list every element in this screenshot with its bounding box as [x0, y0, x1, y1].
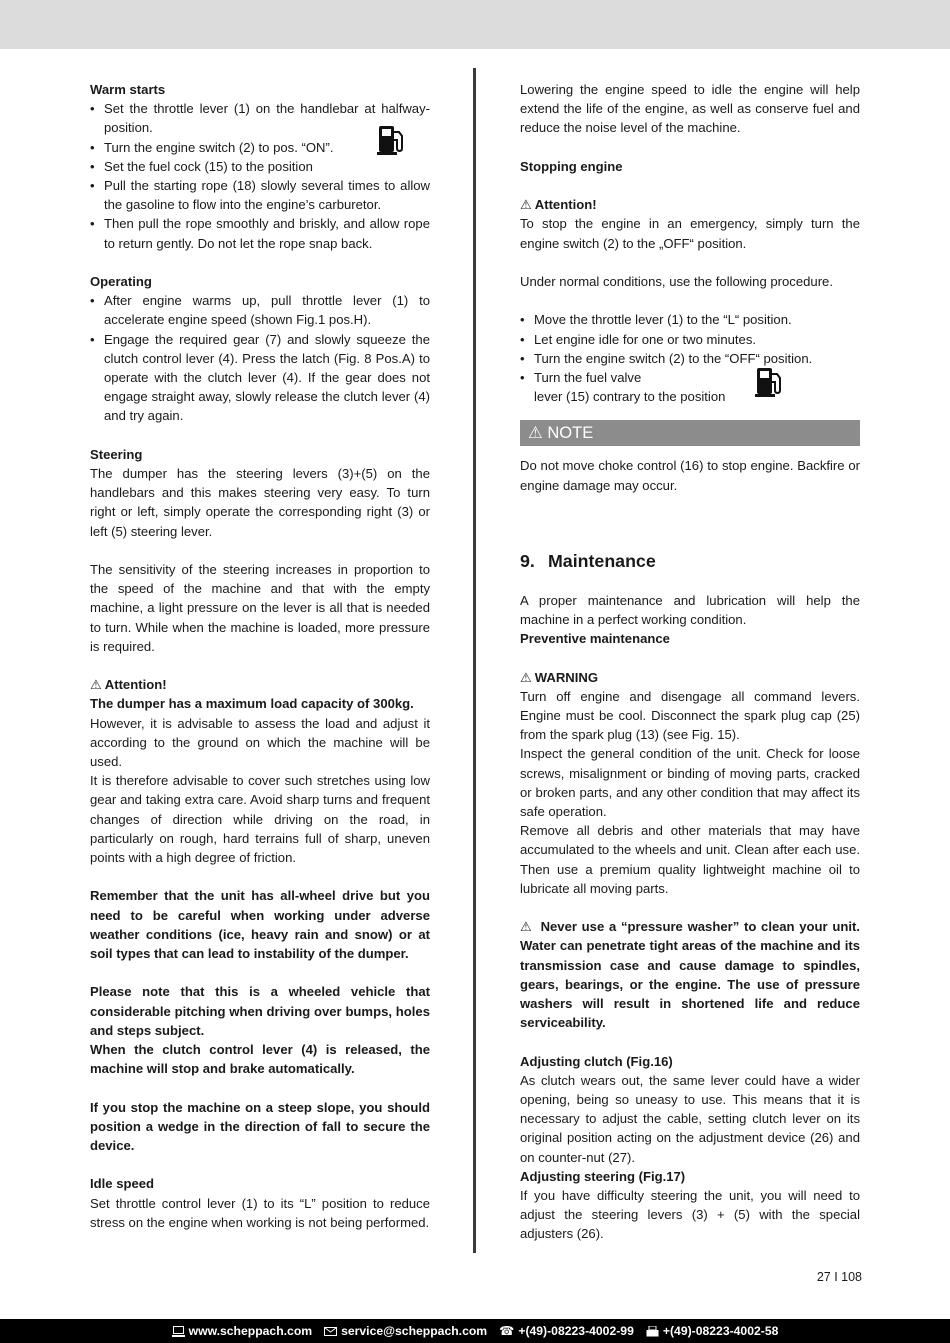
fuel-pump-icon [754, 364, 784, 400]
idle-speed-heading: Idle speed [90, 1176, 155, 1192]
left-column [90, 80, 430, 1232]
right-column [520, 80, 860, 1244]
warning-triangle-icon: ⚠ [520, 669, 532, 685]
list-item: • Pull the starting rope (18) slowly several times to allow the gasoline to flow into the engine’s carburetor. [90, 176, 430, 214]
list-item: • Move the throttle lever (1) to the “L“ position. [520, 310, 860, 329]
adjusting-clutch-paragraph: As clutch wears out, the same lever could have a wider opening, being so uneasy to use. This means that it is necessary to adjust the cable, setting clutch lever on its original position acting on the adjustment device (26) and on counter-nut (27). [520, 1072, 860, 1165]
adjusting-steering-paragraph: If you have difficulty steering the unit, you will need to adjust the steering levers (3) + (5) with the special adjusters (26). [520, 1188, 860, 1242]
adjusting-steering-heading: Adjusting steering (Fig.17) [520, 1168, 686, 1184]
attention-heading: ⚠ Attention! [90, 677, 167, 693]
list-item: • Turn the engine switch (2) to the “OFF“ position. [520, 349, 860, 368]
footer-phone[interactable]: ☎ +(49)-08223-4002-99 [499, 1324, 634, 1338]
debris-paragraph: Remove all debris and other materials that may have accumulated to the wheels and unit. Clean after each use. Then use a premium quality lightweight machine oil to lubricate all moving parts. [520, 823, 860, 896]
attention-heading-right: ⚠ Attention! [520, 197, 597, 213]
pitching-warning: Please note that this is a wheeled vehicle that considerable pitching when driving over bumps, holes and steps subject. [90, 984, 430, 1038]
warm-starts-heading: Warm starts [90, 82, 166, 97]
list-item-text: Turn the engine switch (2) to pos. “ON”. [104, 139, 334, 155]
lowering-speed-paragraph: Lowering the engine speed to idle the engine will help extend the life of the engine, as well as conserve fuel and reduce the noise level of the machine. [520, 82, 860, 136]
inspect-paragraph: Inspect the general condition of the unit. Check for loose screws, misalignment or binding of moving parts, cracked or broken parts, and any other condition that may affect its safe operation. [520, 746, 860, 820]
warning-triangle-icon: ⚠ [528, 424, 543, 443]
note-paragraph: Do not move choke control (16) to stop engine. Backfire or engine damage may occur. [520, 458, 860, 493]
warning-triangle-icon: ⚠ [520, 919, 533, 935]
clutch-release-note: When the clutch control lever (4) is released, the machine will stop and brake automatically. [90, 1042, 430, 1077]
warning-heading: ⚠ WARNING [520, 669, 599, 685]
envelope-icon [324, 1326, 337, 1337]
list-item: • Then pull the rope smoothly and briskly, and allow rope to return gently. Do not let the rope snap back. [90, 214, 430, 252]
operating-list [90, 291, 430, 425]
warning-triangle-icon: ⚠ [520, 197, 532, 213]
list-item [90, 138, 430, 157]
adjusting-clutch-heading: Adjusting clutch (Fig.16) [520, 1053, 673, 1069]
all-wheel-drive-warning: Remember that the unit has all-wheel drive but you need to be careful when working under adverse weather conditions (ice, heavy rain and snow) or at soil types that can lead to instability of the dumper. [90, 888, 430, 962]
list-item: • After engine warms up, pull throttle lever (1) to accelerate engine speed (shown Fig.1 pos.H). [90, 291, 430, 329]
warm-starts-list [90, 99, 430, 253]
preventive-maintenance-heading: Preventive maintenance [520, 631, 670, 647]
fuel-pump-icon [376, 122, 406, 158]
header-band [0, 0, 950, 49]
warning-paragraph: Turn off engine and disengage all command levers. Engine must be cool. Disconnect the spark plug cap (25) from the spark plug (13) (see Fig. 15). [520, 688, 860, 743]
stopping-engine-heading: Stopping engine [520, 158, 623, 174]
footer-website[interactable]: www.scheppach.com [172, 1324, 313, 1338]
list-item: • Let engine idle for one or two minutes. [520, 330, 860, 349]
page-number: 27 I 108 [816, 1270, 862, 1284]
list-item-text: lever (15) contrary to the position [534, 389, 726, 405]
pressure-washer-warning: ⚠ Never use a “pressure washer” to clean your unit. Water can penetrate tight areas of the machine and its transmission case and cause damage to spindles, gears, bearings, or the engine. The use of pressure washers will result in shortened life and reduce serviceability. [520, 919, 860, 1031]
list-item: • Set the fuel cock (15) to the position [90, 157, 430, 176]
list-item: • Set the throttle lever (1) on the handlebar at halfway-position. [90, 99, 430, 137]
operating-heading: Operating [90, 274, 152, 290]
footer-email[interactable]: service@scheppach.com [324, 1324, 487, 1338]
attention-paragraph-2: It is therefore advisable to cover such stretches using low gear and taking extra care. Avoid sharp turns and frequent changes of direction while driving on the road, in particularly on rough, hard terrains full of sharp, uneven points with a high degree of friction. [90, 773, 430, 866]
fax-icon [646, 1326, 659, 1337]
list-item: • Engage the required gear (7) and slowly squeeze the clutch control lever (4). Press the latch (Fig. 8 Pos.A) to operate with the clutch lever (4). If the gear does not engage straight away, slowly release the clutch lever (4) and try again. [90, 330, 430, 426]
steering-sensitivity-paragraph: The sensitivity of the steering increases in proportion to the speed of the machine and that with the empty machine, a light pressure on the lever is all that is needed to turn. While when the machine is loaded, more pressure is required. [90, 562, 430, 654]
footer-bar [0, 1319, 950, 1343]
list-item-text: Turn the fuel valve [534, 369, 642, 385]
computer-icon [172, 1326, 185, 1337]
emergency-stop-paragraph: To stop the engine in an emergency, simply turn the engine switch (2) to the „OFF“ position. [520, 216, 860, 251]
phone-icon: ☎ [499, 1324, 515, 1338]
stop-procedure-list [520, 310, 860, 406]
normal-procedure-paragraph: Under normal conditions, use the following procedure. [520, 273, 833, 289]
steering-paragraph: The dumper has the steering levers (3)+(5) on the handlebars and this makes steering very easy. To turn right or left, simply operate the corresponding right (3) or left (5) steering lever. [90, 466, 430, 539]
footer-fax[interactable]: +(49)-08223-4002-58 [646, 1324, 779, 1338]
maintenance-paragraph: A proper maintenance and lubrication will help the machine in a perfect working condition. [520, 592, 860, 627]
attention-paragraph: However, it is advisable to assess the load and adjust it according to the ground on which the machine will be used. [90, 715, 430, 770]
load-capacity-text: The dumper has a maximum load capacity of 300kg. [90, 696, 414, 712]
slope-warning: If you stop the machine on a steep slope, you should position a wedge in the direction of fall to secure the device. [90, 1099, 430, 1154]
section-title: 9. Maintenance [520, 550, 656, 571]
idle-speed-paragraph: Set throttle control lever (1) to its “L” position to reduce stress on the engine when working is not being performed. [90, 1195, 430, 1230]
steering-heading: Steering [90, 446, 143, 462]
note-banner: ⚠ NOTE [520, 420, 860, 446]
warning-triangle-icon: ⚠ [90, 677, 102, 693]
column-divider [473, 68, 476, 1253]
list-item [520, 368, 860, 406]
